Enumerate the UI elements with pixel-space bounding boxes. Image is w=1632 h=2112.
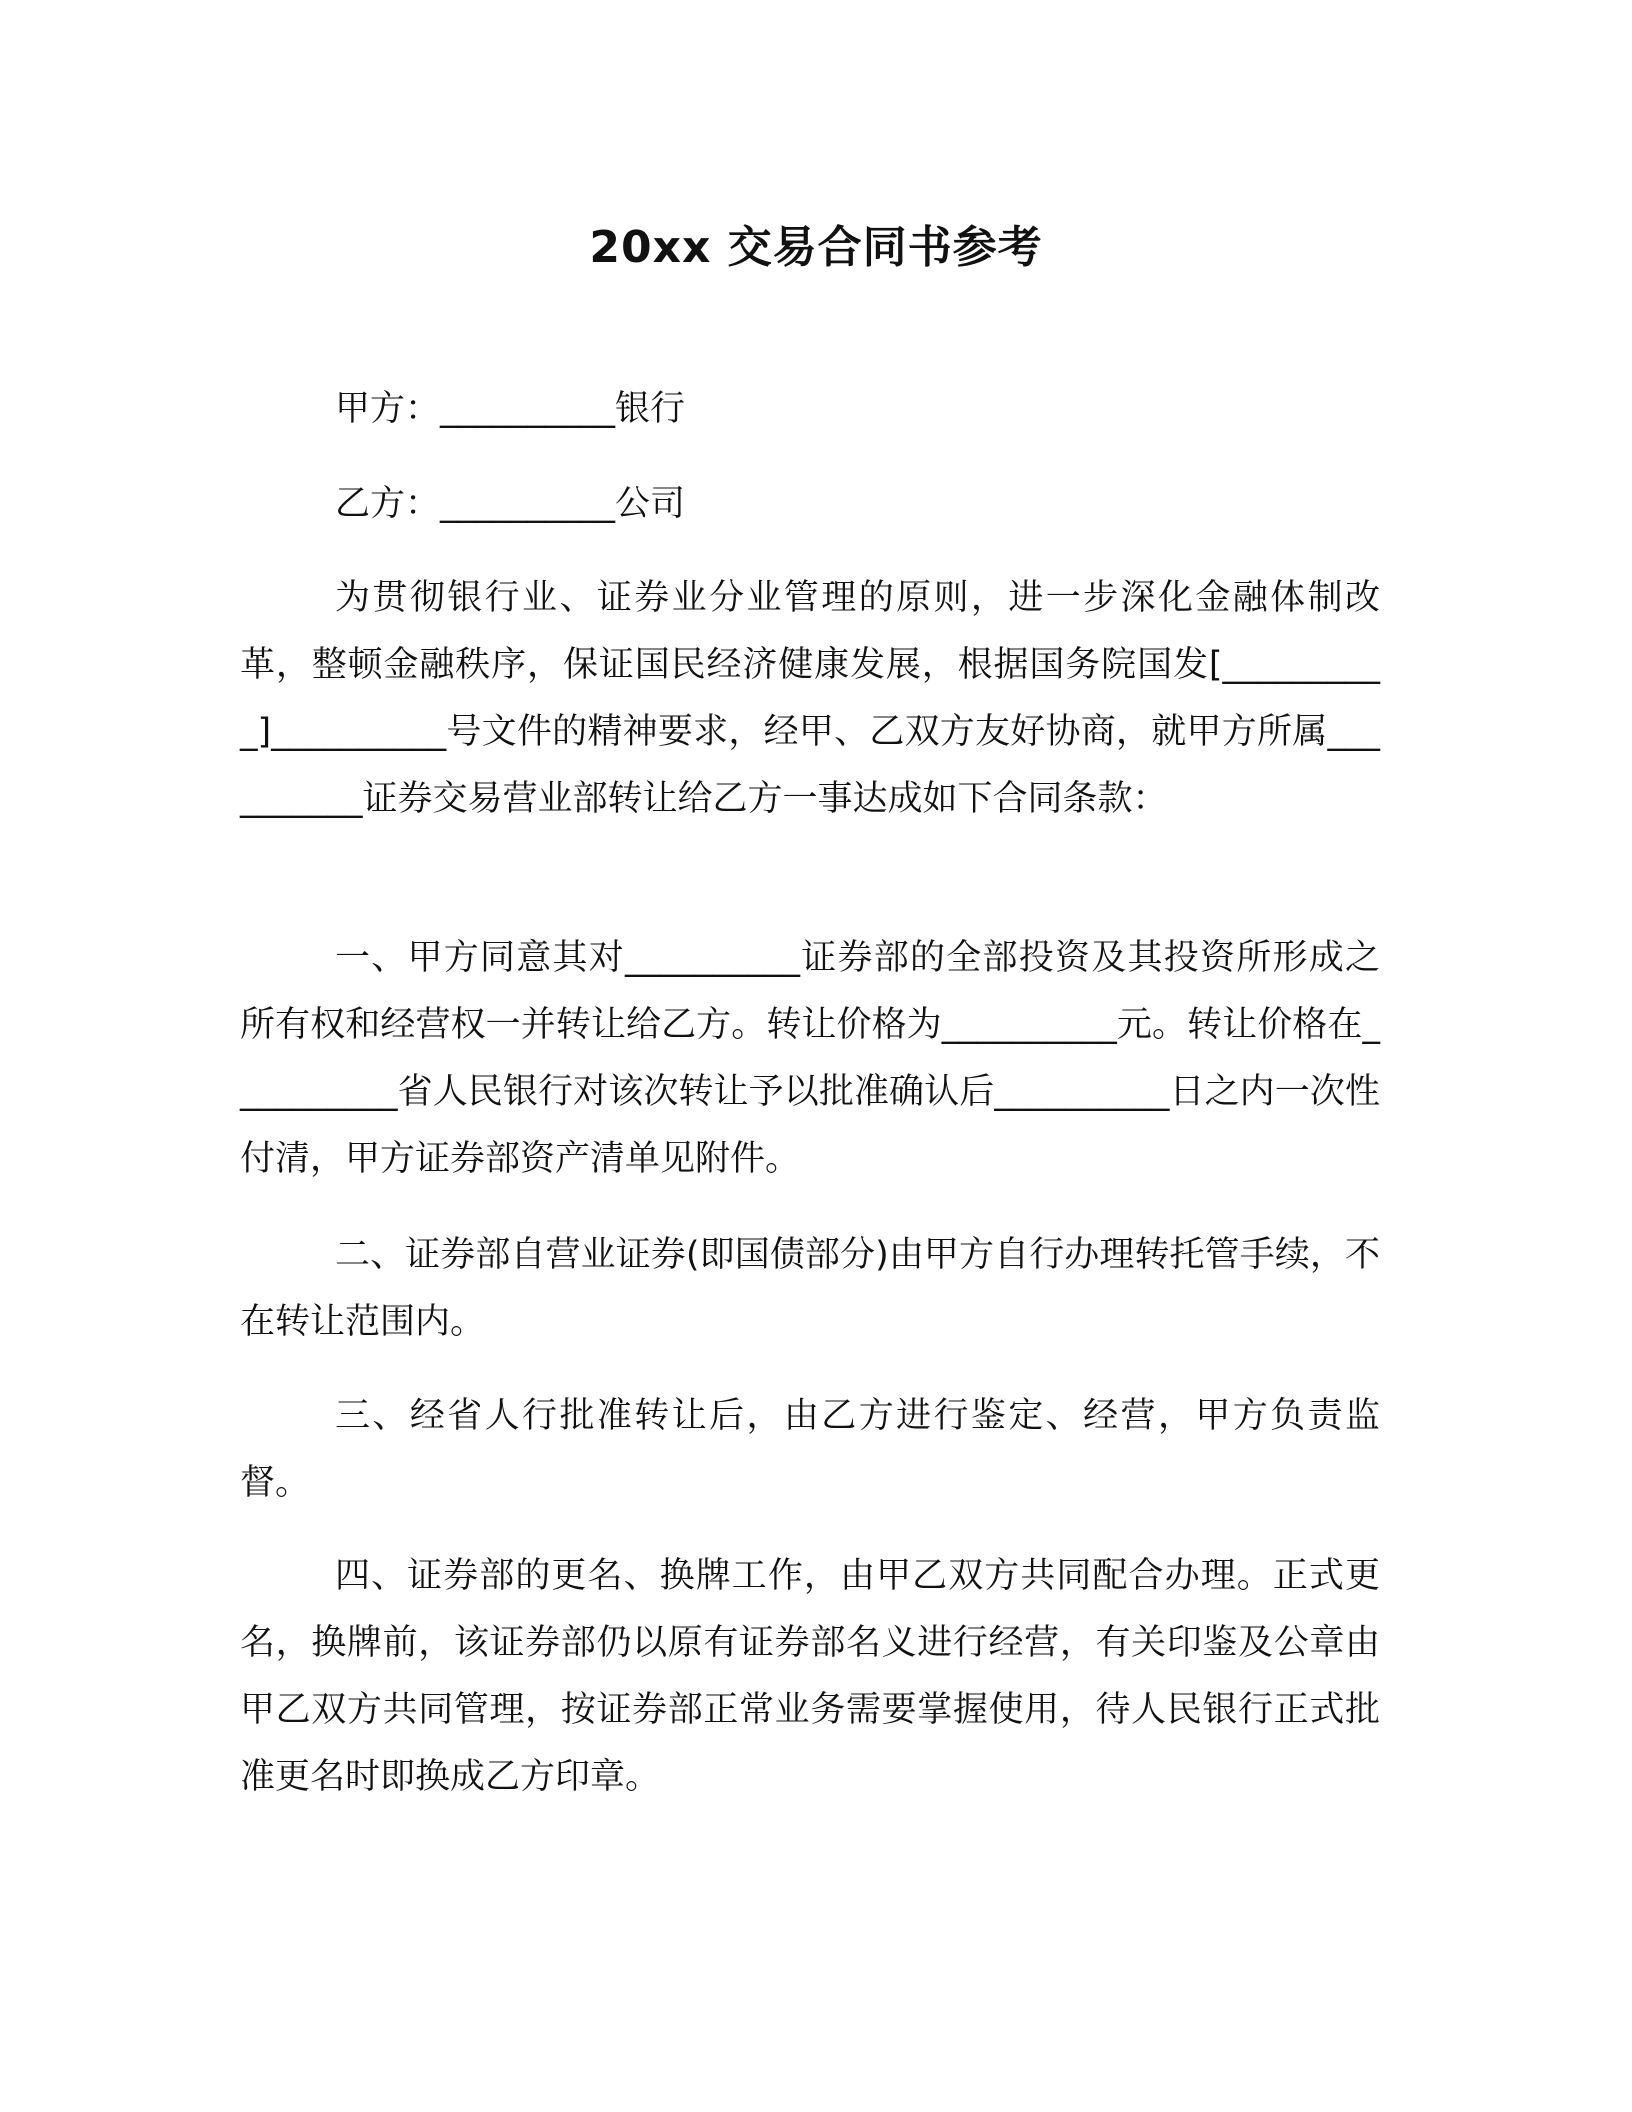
party-b-line: 乙方：__________公司 xyxy=(335,484,686,524)
clause-3-paragraph: 三、经省人行批准转让后，由乙方进行鉴定、经营，甲方负责监督。 xyxy=(240,1396,1380,1503)
document-title: 20xx 交易合同书参考 xyxy=(589,222,1043,273)
clause-2-paragraph: 二、证券部自营业证券(即国债部分)由甲方自行办理转托管手续，不在转让范围内。 xyxy=(240,1235,1380,1342)
intro-paragraph: 为贯彻银行业、证券业分业管理的原则，进一步深化金融体制改革，整顿金融秩序，保证国民经济健康发展，根据国务院国发[__________]__________号文件的精神要求，经甲、乙双方友好协商，就甲方所属__________证券交易营业部转让给乙方一事达成如下合同条款： xyxy=(240,578,1380,819)
clause-1-paragraph: 一、甲方同意其对__________证券部的全部投资及其投资所形成之所有权和经营权一并转让给乙方。转让价格为__________元。转让价格在__________省人民银行对该次转让予以批准确认后__________日之内一次性付清，甲方证券部资产清单见附件。 xyxy=(240,938,1380,1179)
clause-4-paragraph: 四、证券部的更名、换牌工作，由甲乙双方共同配合办理。正式更名，换牌前，该证券部仍以原有证券部名义进行经营，有关印鉴及公章由甲乙双方共同管理，按证券部正常业务需要掌握使用，待人民银行正式批准更名时即换成乙方印章。 xyxy=(240,1556,1380,1797)
party-a-line: 甲方：__________银行 xyxy=(335,389,686,429)
